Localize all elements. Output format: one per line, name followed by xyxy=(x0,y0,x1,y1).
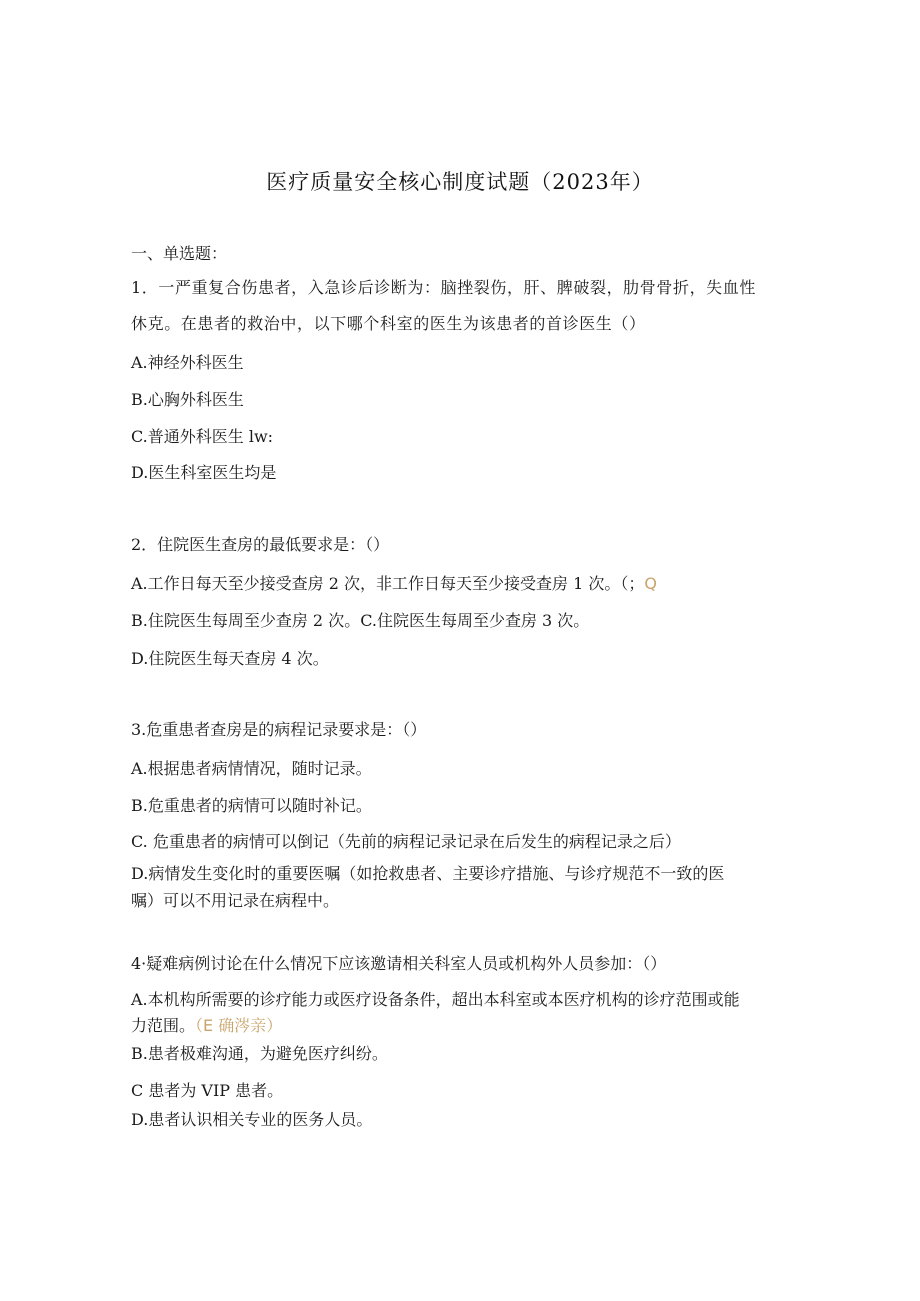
question-4-stem: 4·疑难病例讨论在什么情况下应该邀请相关科室人员或机构外人员参加：（） xyxy=(131,954,667,973)
question-4-option-b: B.患者极难沟通，为避免医疗纠纷。 xyxy=(131,1044,388,1063)
question-4-option-a-line1: A.本机构所需要的诊疗能力或医疗设备条件，超出本科室或本医疗机构的诊疗范围或能 xyxy=(131,990,740,1009)
question-1-stem-line1: 1．一严重复合伤患者，入急诊后诊断为：脑挫裂伤，肝、脾破裂，肋骨骨折，失血性 xyxy=(131,278,756,297)
question-2-handwritten-note: Q xyxy=(644,574,657,593)
question-2-option-d: D.住院医生每天查房 4 次。 xyxy=(131,649,329,668)
question-4-option-c: C 患者为 VIP 患者。 xyxy=(131,1081,284,1100)
question-3-option-d-line1: D.病情发生变化时的重要医嘱（如抢救患者、主要诊疗措施、与诊疗规范不一致的医 xyxy=(131,864,725,883)
section-heading: 一、单选题： xyxy=(131,244,228,263)
question-2-option-b-c: B.住院医生每周至少查房 2 次。C.住院医生每周至少查房 3 次。 xyxy=(131,611,590,630)
question-1-option-c: C.普通外科医生 lw: xyxy=(131,427,274,446)
question-2-option-a xyxy=(131,571,657,594)
question-4-handwritten-note: （E 确涔亲） xyxy=(195,1016,283,1035)
question-4-option-d: D.患者认识相关专业的医务人员。 xyxy=(131,1110,373,1129)
question-1-option-d: D.医生科室医生均是 xyxy=(131,463,277,482)
question-3-stem: 3.危重患者查房是的病程记录要求是：（） xyxy=(131,720,427,739)
question-3-option-c: C. 危重患者的病情可以倒记（先前的病程记录记录在后发生的病程记录之后） xyxy=(131,832,681,851)
question-4-option-a-line2 xyxy=(131,1013,282,1036)
question-3-option-a: A.根据患者病情情况，随时记录。 xyxy=(131,759,372,778)
question-3-option-b: B.危重患者的病情可以随时补记。 xyxy=(131,796,372,815)
question-1-option-b: B.心胸外科医生 xyxy=(131,390,244,409)
question-4-option-a-line2-text: 力范围。 xyxy=(131,1016,196,1035)
question-1-option-a: A.神经外科医生 xyxy=(131,353,244,372)
page-title: 医疗质量安全核心制度试题（2023年） xyxy=(266,170,654,194)
question-3-option-d-line2: 嘱）可以不用记录在病程中。 xyxy=(131,891,340,910)
question-2-option-a-text: A.工作日每天至少接受查房 2 次，非工作日每天至少接受查房 1 次。（； xyxy=(131,574,645,593)
question-1-stem-line2: 休克。在患者的救治中，以下哪个科室的医生为该患者的首诊医生（） xyxy=(131,314,646,333)
question-2-stem: 2．住院医生查房的最低要求是：（） xyxy=(131,535,390,554)
